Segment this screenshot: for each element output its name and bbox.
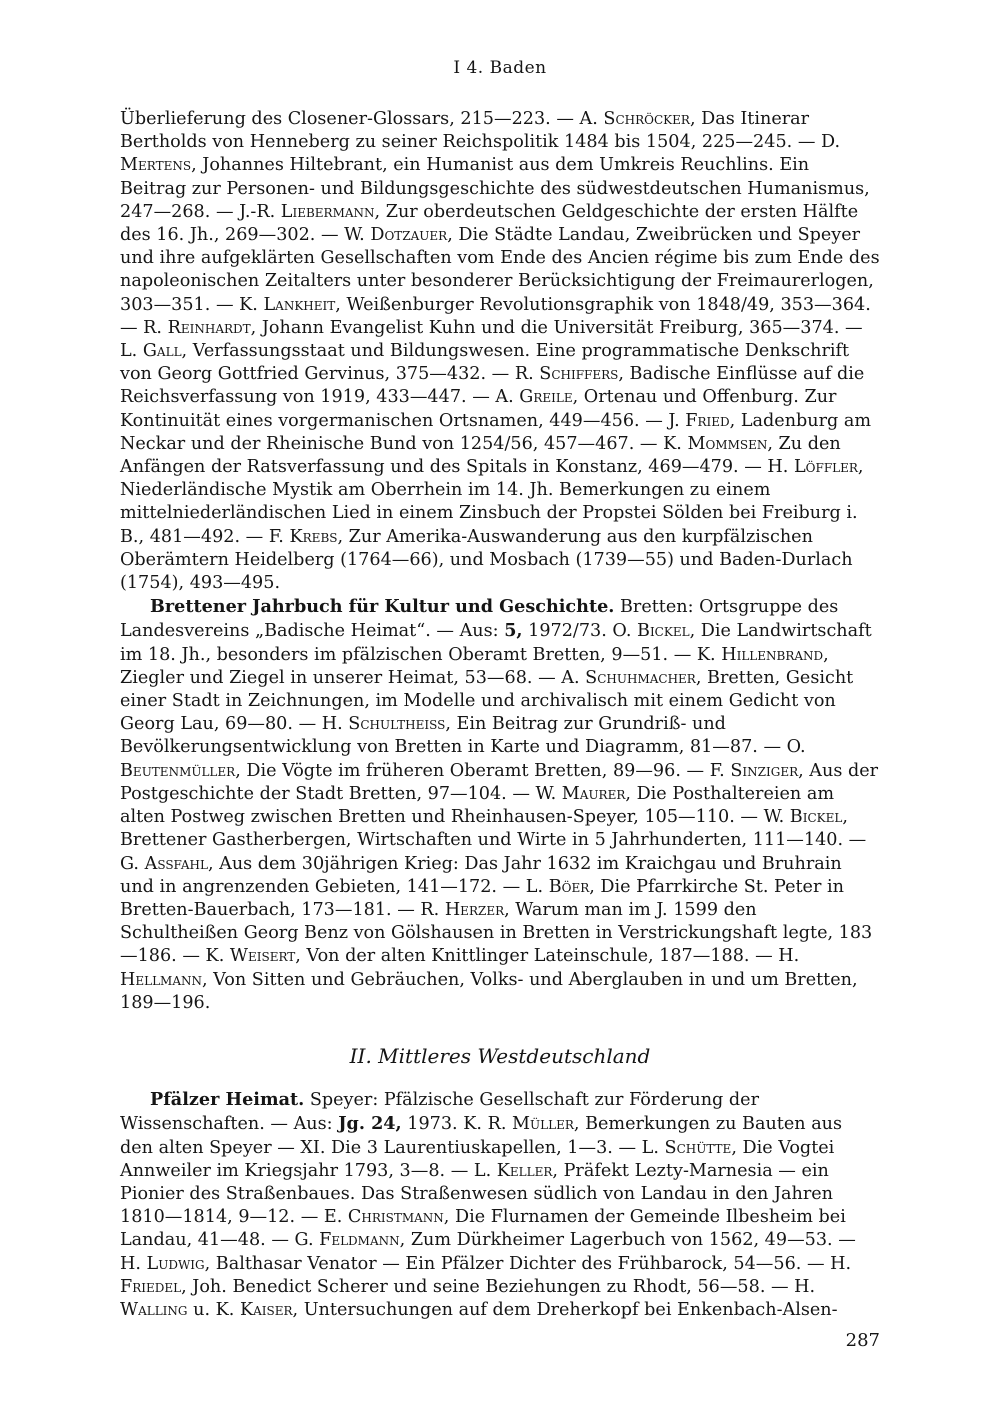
author-name: Maurer	[561, 783, 626, 804]
text-segment: , Weißenburger Revolutionsgraphik von 1848/49, 353—364. — R.	[120, 294, 871, 338]
text-segment: , Zur oberdeutschen Geldgeschichte der ersten Hälfte des 16. Jh., 269—302. — W.	[120, 201, 859, 246]
text-segment: Bretten: Ortsgruppe des Landesvereins „Badische Heimat“. — Aus:	[120, 597, 839, 642]
journal-title: Brettener Jahrbuch für Kultur und Geschichte.	[150, 596, 615, 618]
text-segment: , Aus dem 30jährigen Krieg: Das Jahr 1632 im Kraichgau und Bruhrain und in angrenzenden Gebieten, 141—172. — L.	[120, 853, 842, 897]
page-number: 287	[845, 1330, 880, 1351]
author-name: Greile	[519, 387, 573, 408]
bibliography-entry-brettener-jahrbuch	[120, 595, 880, 1015]
text-segment: , Verfassungsstaat und Bildungswesen. Eine programmatische Denkschrift von Georg Gottfried Gervinus, 375—432. — R.	[120, 341, 850, 385]
main-text	[120, 108, 880, 1322]
author-name: Mertens	[120, 155, 192, 176]
text-segment: , Ladenburg am Neckar und der Rheinische Bund von 1254/56, 457—467. — K.	[120, 410, 872, 454]
text-segment: , Ein Beitrag zur Grundriß- und Bevölkerungsentwicklung von Bretten in Karte und Diagramm, 81—87. — O.	[120, 714, 806, 758]
text-segment: , Zu den Anfängen der Ratsverfassung und des Spitals in Konstanz, 469—479. — H.	[120, 433, 841, 478]
author-name: Gall	[142, 341, 182, 362]
bibliography-entry-continued	[120, 108, 880, 595]
author-name: Böer	[548, 876, 590, 897]
author-name: Beutenmüller	[120, 760, 236, 781]
text-segment: , Die Posthaltereien am alten Postweg zwischen Bretten und Rheinhausen-Speyer, 105—110. — W.	[120, 783, 835, 828]
author-name: Schultheiss	[348, 714, 446, 735]
author-name: Hillenbrand	[721, 644, 824, 665]
document-page	[120, 0, 880, 1419]
text-segment: , Zur Amerika-Auswanderung aus den kurpfälzischen Oberämtern Heidelberg (1764—66), und Mosbach (1739—55) und Baden-Durlach (1754), 493—495.	[120, 526, 853, 594]
text-segment: , Johannes Hiltebrant, ein Humanist aus dem Umkreis Reuchlins. Ein Beitrag zur Personen- und Bildungsgeschichte des südwestdeutschen Humanismus, 247—268. — J.-R.	[120, 155, 870, 222]
text-segment: , Ortenau und Offenburg. Zur Kontinuität eines vorgermanischen Ortsnamen, 449—456. — J.	[120, 387, 837, 431]
text-segment: , Johann Evangelist Kuhn und die Universität Freiburg, 365—374. — L.	[120, 317, 863, 362]
text-segment: , Bemerkungen zu Bauten aus den alten Speyer — XI. Die 3 Laurentiuskapellen, 1—3. — L.	[120, 1114, 843, 1158]
text-segment: , Niederländische Mystik am Oberrhein im 14. Jh. Bemerkungen zu einem mittelniederländischen Lied in einem Zinsbuch der Propstei Sölden bei Freiburg i. B., 481—492. — F.	[120, 457, 864, 547]
text-segment: 1972/73. O.	[522, 621, 632, 642]
author-name: Bickel	[637, 621, 690, 642]
author-name: Schiffers	[539, 364, 619, 385]
author-name: Schröcker	[603, 109, 690, 129]
text-segment: , Joh. Benedict Scherer und seine Beziehungen zu Rhodt, 56—58. — H.	[181, 1276, 816, 1297]
text-segment: , Das Itinerar Bertholds von Henneberg zu seiner Reichspolitik 1484 bis 1504, 225—245. — D.	[120, 109, 841, 153]
text-segment: , Die Städte Landau, Zweibrücken und Speyer und ihre aufgeklärten Gesellschaften vom Ende des Ancien régime bis zum Ende des napoleonischen Zeitalters unter besonderer Berücksichtigung der Freimaurerlogen, 303—351. — K.	[120, 225, 880, 315]
text-segment: , Aus der Postgeschichte der Stadt Bretten, 97—104. — W.	[120, 760, 879, 804]
author-name: Hellmann	[120, 969, 202, 990]
text-segment: , Bretten, Gesicht einer Stadt in Zeichnungen, im Modelle und archivalisch mit einem Gedicht von Georg Lau, 69—80. — H.	[120, 667, 854, 735]
text-segment: , Balthasar Venator — Ein Pfälzer Dichter des Frühbarock, 54—56. — H.	[204, 1253, 852, 1274]
author-name: Walling	[120, 1299, 188, 1320]
author-name: Dotzauer	[370, 225, 448, 246]
volume-number: 5,	[504, 620, 523, 642]
text-segment: u. K.	[187, 1299, 235, 1320]
author-name: Friedel	[120, 1276, 182, 1297]
author-name: Christmann	[347, 1207, 444, 1228]
author-name: Herzer	[444, 899, 505, 920]
author-name: Liebermann	[280, 201, 375, 222]
author-name: Löffler	[793, 457, 858, 478]
author-name: Lankheit	[263, 294, 336, 315]
text-segment: , Badische Einflüsse auf die Reichsverfassung von 1919, 433—447. — A.	[120, 364, 865, 408]
section-heading: II. Mittleres Westdeutschland	[349, 1043, 651, 1068]
author-name: Sinziger	[730, 760, 799, 781]
text-segment: Überlieferung des Closener-Glossars, 215—223. — A.	[120, 109, 598, 129]
text-segment: , Die Landwirtschaft im 18. Jh., besonders im pfälzischen Oberamt Bretten, 9—51. — K.	[120, 621, 872, 665]
bibliography-entry-pfaelzer-heimat	[120, 1088, 880, 1322]
author-name: Fried	[685, 410, 730, 431]
text-segment: , Präfekt Lezty-Marnesia — ein Pionier des Straßenbaues. Das Straßenwesen südlich von Landau in den Jahren 1810—1814, 9—12. — E.	[120, 1160, 833, 1228]
author-name: Mommsen	[687, 433, 768, 454]
author-name: Schütte	[664, 1137, 732, 1158]
text-segment: , Die Flurnamen der Gemeinde Ilbesheim bei Landau, 41—48. — G.	[120, 1207, 846, 1251]
text-segment: 1973. K. R.	[401, 1114, 507, 1135]
volume-number: Jg. 24,	[338, 1113, 402, 1135]
text-segment: , Warum man im J. 1599 den Schultheißen Georg Benz von Gölshausen in Bretten in Verstrickungshaft legte, 183—186. — K.	[120, 899, 873, 967]
author-name: Reinhardt	[167, 317, 251, 338]
author-name: Assfahl	[144, 853, 208, 874]
running-header: I 4. Baden	[453, 58, 547, 78]
author-name: Müller	[512, 1114, 574, 1135]
author-name: Weisert	[229, 946, 296, 967]
author-name: Keller	[496, 1160, 553, 1181]
text-segment: , Untersuchungen auf dem Dreherkopf bei Enkenbach-Alsen-	[292, 1299, 838, 1320]
text-segment: , Die Vögte im früheren Oberamt Bretten, 89—96. — F.	[235, 760, 725, 781]
text-segment: , Die Vogtei Annweiler im Kriegsjahr 1793, 3—8. — L.	[120, 1137, 835, 1181]
author-name: Bickel	[789, 807, 843, 828]
text-segment: , Zum Dürkheimer Lagerbuch von 1562, 49—53. — H.	[120, 1230, 856, 1274]
text-segment: , Von Sitten und Gebräuchen, Volks- und Aberglauben in und um Bretten, 189—196.	[120, 969, 858, 1013]
author-name: Feldmann	[319, 1230, 400, 1251]
author-name: Schuhmacher	[585, 667, 696, 688]
text-segment: Speyer: Pfälzische Gesellschaft zur Förderung der Wissenschaften. — Aus:	[120, 1090, 759, 1135]
author-name: Ludwig	[146, 1253, 205, 1274]
journal-title: Pfälzer Heimat.	[150, 1089, 305, 1111]
author-name: Kaiser	[239, 1299, 293, 1320]
author-name: Krebs	[289, 526, 338, 547]
text-segment: , Von der alten Knittlinger Lateinschule, 187—188. — H.	[295, 946, 800, 967]
text-segment: , Ziegler und Ziegel in unserer Heimat, 53—68. — A.	[120, 644, 829, 688]
text-segment: , Brettener Gastherbergen, Wirtschaften und Wirte in 5 Jahrhunderten, 111—140. — G.	[120, 807, 867, 874]
text-segment: , Die Pfarrkirche St. Peter in Bretten-Bauerbach, 173—181. — R.	[120, 876, 844, 920]
